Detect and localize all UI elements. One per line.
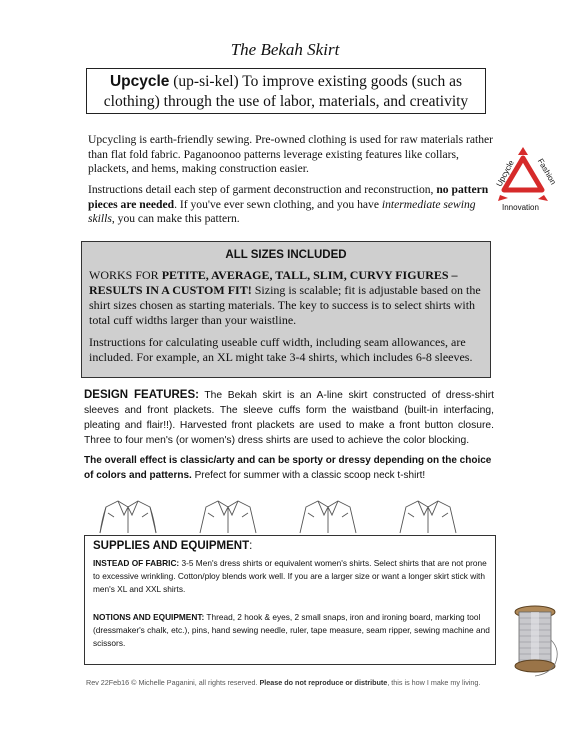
sizes-box-title: ALL SIZES INCLUDED <box>225 249 347 261</box>
supplies-title: SUPPLIES AND EQUIPMENT: <box>93 540 253 552</box>
design-features-label: DESIGN FEATURES: <box>84 389 199 401</box>
no-pattern-pieces-text: no pattern pieces are needed <box>88 183 489 211</box>
definition-text: (up-si-kel) To improve existing goods (such as clothing) through the use of labor, materials, and creativity <box>103 73 469 110</box>
intro-paragraph-1: Upcycling is earth-friendly sewing. Pre-owned clothing is used for raw materials rather than flat fold fabric. Paganoonoo patterns leverage existing features like collars, plackets, and hems, making construction easier. <box>88 133 494 175</box>
fabric-label: INSTEAD OF FABRIC: <box>93 558 180 568</box>
logo-label-upcycle: Upcycle <box>494 158 516 189</box>
shirt-collar-illustrations <box>82 493 502 535</box>
shirt-collar-icon <box>200 501 256 533</box>
notions-label: NOTIONS AND EQUIPMENT: <box>93 612 205 622</box>
intro-paragraph-2: Instructions detail each step of garment deconstruction and reconstruction, no pattern pieces are needed. If you've ever sewn clothing, and you have intermediate sewing skills, you can make this pattern. <box>88 183 489 225</box>
upcycle-recycle-logo-icon <box>488 140 558 218</box>
sizes-box-paragraph-1: WORKS FOR PETITE, AVERAGE, TALL, SLIM, CURVY FIGURES – RESULTS IN A CUSTOM FIT! Sizing is scalable; fit is adjustable based on the shirt sizes chosen as starting materials. The key to success is to select shirts with total cuff widths larger than your waistline. <box>89 268 481 327</box>
logo-label-fashion: Fashion <box>535 157 558 187</box>
shirt-collar-icon <box>100 501 156 533</box>
definition-box <box>86 68 486 114</box>
fabric-paragraph: INSTEAD OF FABRIC: 3-5 Men's dress shirts or equivalent women's shirts. Select shirts that are not prone to excessive wrinkling. Cotton/ploy blends work well. If you are a larger size or want a longer skirt stick with men's XL and XXL shirts. <box>93 558 487 594</box>
design-features-paragraph: DESIGN FEATURES: The Bekah skirt is an A-line skirt constructed of dress-shirt sleeves and front plackets. The sleeve cuffs form the waistband (built-in interfacing, pleating and flair!!). Harvested front plackets are used to make a front button closure. Three to four men's (or women's) dress shirts are used to achieve the color blocking. <box>84 389 494 446</box>
footer-warning: Please do not reproduce or distribute <box>259 678 388 687</box>
definition-word: Upcycle <box>109 73 170 90</box>
thread-spool-icon <box>505 600 565 680</box>
shirt-collar-icon <box>300 501 356 533</box>
sizes-box-paragraph-2: Instructions for calculating useable cuff width, including seam allowances, are included. For example, an XL might take 3-4 shirts, which includes 6-8 sleeves. <box>89 335 473 364</box>
figure-types-text: PETITE, AVERAGE, TALL, SLIM, CURVY FIGURES – RESULTS IN A CUSTOM FIT! <box>89 268 458 297</box>
footer-copyright: Rev 22Feb16 © Michelle Paganini, all rights reserved. Please do not reproduce or distribute, this is how I make my living. <box>86 678 481 687</box>
document-title: The Bekah Skirt <box>230 40 340 59</box>
overall-effect-paragraph: The overall effect is classic/arty and can be sporty or dressy depending on the choice of colors and patterns. Prefect for summer with a classic scoop neck t-shirt! <box>84 455 492 481</box>
logo-label-innovation: Innovation <box>502 203 539 212</box>
notions-paragraph: NOTIONS AND EQUIPMENT: Thread, 2 hook & eyes, 2 small snaps, iron and ironing board, marking tool (dressmaker's chalk, etc.), pins, hand sewing needle, ruler, tape measure, seam ripper, sewing machine and scissors. <box>93 612 490 648</box>
intermediate-skills-text: intermediate sewing skills <box>88 197 476 225</box>
shirt-collar-icon <box>400 501 456 533</box>
